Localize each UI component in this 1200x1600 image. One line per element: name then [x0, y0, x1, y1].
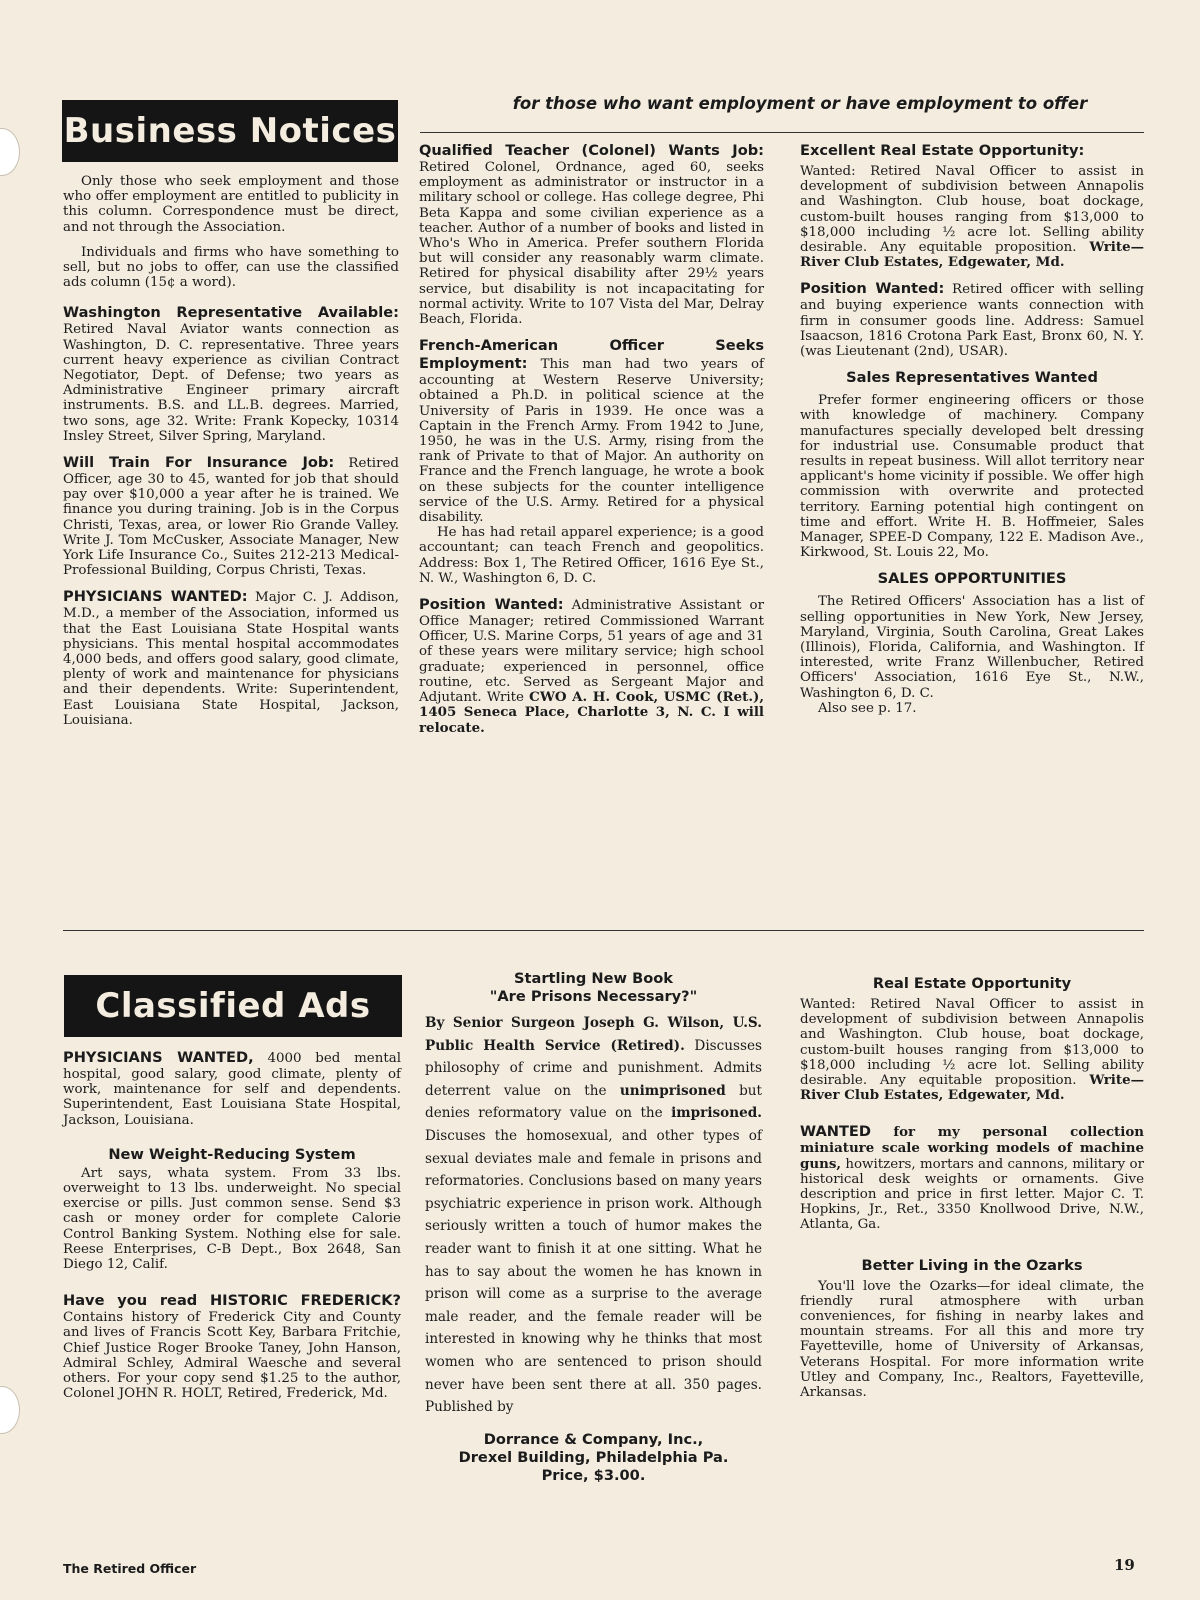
position-wanted-1: [419, 596, 764, 736]
physicians-notice: [63, 588, 399, 728]
business-column-2: [419, 142, 764, 746]
ad-body: 4000 bed mental hospital, good salary, good climate, plenty of work, maintenance for self and dependents. Superintendent, East Louisiana State Hospital, Jackson, Louisiana.: [63, 1051, 401, 1128]
book-text: Discuses the homosexual, and other types of sexual deviates male and female in prisons and reformatories. Conclusions based on many years psychiatric experience in prison work. Although seriously written a touch of humor makes the reader want to finish it at one sitting. What he has to say about the women he has known in prison will come as a surprise to the average male reader, and the female reader will be interested in knowing why he thinks that most women who are sentenced to prison should never have been sent there at all. 350 pages. Published by: [425, 1127, 762, 1416]
top-rule: [420, 132, 1144, 133]
real-estate-ad: [800, 997, 1144, 1103]
section-tagline: for those who want employment or have employment to offer: [512, 94, 1088, 113]
real-estate-ad-heading: Real Estate Opportunity: [872, 975, 1072, 992]
book-price: Price, $3.00.: [541, 1466, 646, 1484]
ad-heading: Have you read HISTORIC FREDERICK?: [63, 1292, 401, 1310]
ozarks-heading: Better Living in the Ozarks: [861, 1256, 1083, 1274]
notice-body: Wanted: Retired Naval Officer to assist in development of subdivision between Annapolis and Washington. Club house, boat dockage, custom-built houses ranging from $13,000 to $18,000 including ½ acre lot. Selling ability desirable. Any equitable proposition.: [800, 164, 1144, 256]
notice-heading: French-American Officer Seeks Employment:: [419, 337, 764, 373]
notice-body: Retired Colonel, Ordnance, aged 60, seeks employment as administrator or instructor in a military school or college. Has college degree, Phi Beta Kappa and some civilian experience as a teacher. Author of a number of books and listed in Who's Who in America. Prefer southern Florida but will consider any reasonably warm climate. Retired for physical disability after 29½ years service, but disability is not incapacitating for normal activity. Write to 107 Vista del Mar, Delray Beach, Florida.: [419, 160, 764, 328]
book-text: but denies reformatory value on the: [425, 1082, 763, 1122]
book-publisher-address: Drexel Building, Philadelphia Pa.: [458, 1448, 729, 1466]
classified-ads-banner: Classified Ads: [64, 975, 402, 1037]
book-text: Discusses philosophy of crime and punishment. Admits deterrent value on the: [425, 1037, 762, 1099]
notice-body: Retired Officer, age 30 to 45, wanted for job that should pay over $10,000 a year after he is trained. We finance you during training. Job is in the Corpus Christi, Texas, area, or lower Rio Grande Valley. Write J. Tom McCusker, Associate Manager, New York Life Insurance Co., Suites 212-213 Medical-Professional Building, Corpus Christi, Texas.: [63, 456, 399, 579]
notice-body: This man had two years of accounting at Western Reserve University; obtained a Ph.D. in political science at the University of Paris in 1939. He once was a Captain in the French Army. From 1942 to June, 1950, he was in the U.S. Army, rising from the rank of Private to that of Major. An authority on France and the French language, he wrote a book on these subjects for the counter intelligence service of the U.S. Army. Retired for a physical disability.: [419, 357, 764, 526]
weight-system-heading: New Weight-Reducing System: [108, 1145, 356, 1163]
binder-hole-bottom: [0, 1386, 20, 1434]
physicians-ad: [63, 1049, 401, 1128]
wanted-ad: [800, 1123, 1144, 1232]
notice-body: Administrative Assistant or Office Manager; retired Commissioned Warrant Officer, U.S. Marine Corps, 51 years of age and 31 of these years were military service; high school graduate; experienced in personnel, office routine, etc. Served as Sergeant Major and Adjutant. Write: [419, 598, 764, 706]
insurance-notice: [63, 454, 399, 578]
sales-opportunities-heading: SALES OPPORTUNITIES: [877, 570, 1067, 588]
sales-representatives-notice: Prefer former engineering officers or those with knowledge of machinery. Company manufactures specially developed belt dressing for industrial use. Consumable product that results in repeat business. Will allot territory near applicant's home vicinity if possible. We offer high commission with overwrite and protected territory. Earning potential high contingent on time and effort. Write H. B. Hoffmeier, Sales Manager, SPEE-D Company, 122 E. Madison Ave., Kirkwood, St. Louis 22, Mo.: [800, 393, 1144, 561]
publication-name: The Retired Officer: [63, 1561, 197, 1576]
washington-notice: [63, 304, 399, 444]
intro-paragraph-2: Individuals and firms who have something to sell, but no jobs to offer, can use the classified ads column (15¢ a word).: [63, 244, 399, 291]
also-see-note: Also see p. 17.: [818, 700, 917, 716]
classified-column-1: [63, 1049, 401, 1411]
position-wanted-2: [800, 280, 1144, 359]
ad-body: howitzers, mortars and cannons, military or historical desk weights or ornaments. Give description and price in first letter. Major C. T. Hopkins, Jr., Ret., 3350 Knollwood Drive, N.W., Atlanta, Ga.: [800, 1156, 1144, 1233]
book-emphasis: imprisoned.: [671, 1105, 762, 1122]
notice-heading: Qualified Teacher (Colonel) Wants Job:: [419, 142, 764, 159]
business-column-1: [63, 174, 399, 738]
book-heading-2: "Are Prisons Necessary?": [489, 988, 698, 1005]
intro-paragraph-1: Only those who seek employment and those who offer employment are entitled to publicity in this column. Correspondence must be direct, and not through the Association.: [63, 174, 399, 235]
classified-column-2: [425, 970, 762, 1491]
real-estate-notice: [800, 164, 1144, 270]
book-publisher: Dorrance & Company, Inc.,: [483, 1430, 704, 1448]
classified-column-3: [800, 975, 1144, 1410]
weight-system-ad: Art says, whata system. From 33 lbs. overweight to 13 lbs. underweight. No special exercise or pills. Just common sense. Send $3 cash or money order for complete Calorie Control Banking System. Nothing else for sale. Reese Enterprises, C-B Dept., Box 2648, San Diego 12, Calif.: [63, 1165, 401, 1273]
sales-opportunities-notice: The Retired Officers' Association has a list of selling opportunities in New York, New Jersey, Maryland, Virginia, South Carolina, Great Lakes (Illinois), Florida, California, and Washington. If interested, write Franz Willenbucher, Retired Officers' Association, 1616 Eye St., N.W., Washington 6, D. C.: [800, 594, 1144, 701]
section-divider: [63, 930, 1144, 931]
ad-body: Wanted: Retired Naval Officer to assist in development of subdivision between Annapolis and Washington. Club house, boat dockage, custom-built houses ranging from $13,000 to $18,000 including ½ acre lot. Selling ability desirable. Any equitable proposition.: [800, 997, 1144, 1089]
business-column-3: [800, 142, 1144, 726]
ozarks-ad: You'll love the Ozarks—for ideal climate, the friendly rural atmosphere with urban conveniences, for fishing in nearby lakes and mountain streams. For all this and more try Fayetteville, home of University of Arkansas, Veterans Hospital. For more information write Utley and Company, Inc., Realtors, Fayetteville, Arkansas.: [800, 1278, 1144, 1401]
french-notice-continued: He has had retail apparel experience; is a good accountant; can teach French and geopolitics. Address: Box 1, The Retired Officer, 1616 Eye St., N. W., Washington 6, D. C.: [419, 525, 764, 586]
book-ad: [425, 1012, 762, 1419]
notice-heading: PHYSICIANS WANTED:: [63, 588, 248, 606]
notice-heading: Will Train For Insurance Job:: [63, 454, 335, 472]
business-notices-banner: Business Notices: [62, 100, 398, 162]
book-byline: By Senior Surgeon Joseph G. Wilson, U.S. Public Health Service (Retired).: [425, 1015, 762, 1054]
notice-body: Retired officer with selling and buying experience wants connection with firm in consumer goods line. Address: Samuel Isaacson, 1816 Crotona Park East, Bronx 60, N. Y. (was Lieutenant (2nd), USAR).: [800, 282, 1144, 360]
teacher-notice: [419, 142, 764, 327]
book-emphasis: unimprisoned: [619, 1082, 726, 1099]
book-heading-1: Startling New Book: [514, 970, 673, 987]
ad-heading: PHYSICIANS WANTED,: [63, 1049, 254, 1066]
ad-body: Contains history of Frederick City and County and lives of Francis Scott Key, Barbara Fritchie, Chief Justice Roger Brooke Taney, John Hanson, Admiral Schley, Admiral Waesche and several others. For your copy send $1.25 to the author, Colonel JOHN R. HOLT, Retired, Frederick, Md.: [63, 1310, 401, 1402]
sales-representatives-heading: Sales Representatives Wanted: [846, 369, 1098, 387]
notice-contact: CWO A. H. Cook, USMC (Ret.), 1405 Seneca Place, Charlotte 3, N. C. I will relocate.: [419, 689, 764, 736]
real-estate-heading: Excellent Real Estate Opportunity:: [800, 142, 1085, 159]
page-number: 19: [1114, 1556, 1135, 1574]
notice-heading: Washington Representative Available:: [63, 304, 399, 322]
ad-contact: Write—River Club Estates, Edgewater, Md.: [800, 1072, 1144, 1104]
notice-heading: Position Wanted:: [419, 596, 564, 614]
notice-heading: Position Wanted:: [800, 280, 945, 298]
ad-heading: WANTED: [800, 1123, 871, 1141]
frederick-ad: [63, 1292, 401, 1401]
notice-body: Retired Naval Aviator wants connection as Washington, D. C. representative. Three years current heavy experience as civilian Contract Negotiator, Dept. of Defense; two years as Administrative Engineer primary aircraft instruments. B.S. and LL.B. degrees. Married, two sons, age 32. Write: Frank Kopecky, 10314 Insley Street, Silver Spring, Maryland.: [63, 322, 399, 444]
notice-contact: Write—River Club Estates, Edgewater, Md.: [800, 239, 1144, 271]
french-notice: [419, 337, 764, 525]
ad-bold-text: for my personal collection miniature scale working models of machine guns,: [800, 1124, 1144, 1172]
notice-body: Major C. J. Addison, M.D., a member of the Association, informed us that the East Louisiana State Hospital wants physicians. This mental hospital accommodates 4,000 beds, and offers good salary, good climate, plenty of work and maintenance for physicians and their dependents. Write: Superintendent, East Louisiana State Hospital, Jackson, Louisiana.: [63, 590, 399, 728]
binder-hole-top: [0, 128, 20, 176]
